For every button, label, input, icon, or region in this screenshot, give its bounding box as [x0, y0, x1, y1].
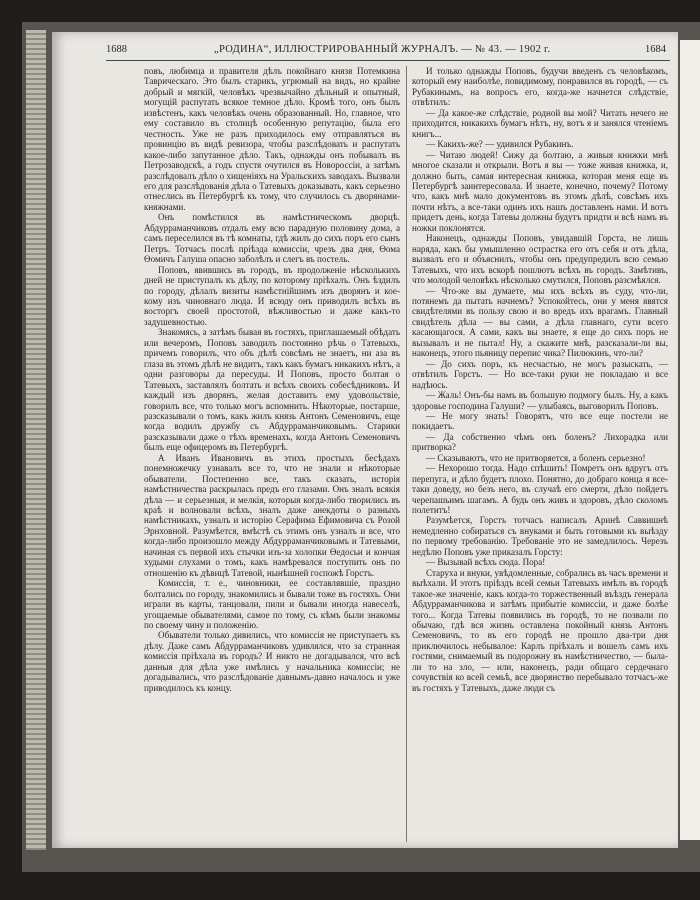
paragraph: — Читаю людей! Сижу да болтаю, а живыя книжки мнѣ многое сказали и открыли. Вотъ я вы — тоже живая книжка, и, должно быть, самая интересная книжка, которая меня еще въ Петербургѣ заинтересовала. И знаете, конечно, почему? Потому что, какъ мнѣ мало документовъ въ этомъ дѣлѣ, совсѣмъ ихъ почти нѣтъ, а все-таки одинъ ихъ нашъ доставленъ нами. И вотъ придетъ день, когда Татевы должны будутъ придти и всѣ намъ въ ножки поклонятся. [412, 149, 668, 233]
paragraph: Старуха и внуки, увѣдомленные, собрались въ часъ времени и выѣхали. И этотъ пріѣздъ всей семьи Татевыхъ имѣлъ въ городѣ такое-же значеніе, какъ когда-то торжественный въѣздъ генерала Абдурраманчикова и затѣмъ прибытіе комиссіи, и даже болѣе того... Когда Татевы появились въ городѣ, то не позвали по обычаю, гдѣ вся жизнь оставлена покойный князь Антонъ Семеновичъ, то въ его городѣ не прошло два-три дня приключилось небывалое: Карлъ пріѣхалъ и вошелъ самъ ихъ гостями, снимаемый въ подорожну въ намѣстничество, — была-ли то на зло, — или, наконецъ, ради общаго сердечнаго сочувствія ко всей семьѣ, все дворянство перебывало тотчасъ-же въ гостяхъ у Татевыхъ, даже люди съ [412, 567, 668, 693]
paragraph: Разумѣется, Горстъ тотчасъ написалъ Аринѣ Саввишнѣ немедленно собираться съ внуками и быть готовыми къ выѣзду по первому требованію. Требованіе это не замедлилось. Черезъ недѣлю Поповъ уже приказалъ Горсту: [412, 515, 668, 557]
right-text-column [412, 66, 668, 842]
paragraph: — Да какое-же слѣдствіе, родной вы мой? Читать нечего не приходится, никакихъ бумагъ нѣтъ, ну, вотъ я и занялся чтеніемъ книгъ... [412, 107, 668, 139]
paragraph: — Какихъ-же? — удивился Рубакинъ. [426, 139, 574, 150]
paragraph: — Сказываютъ, что не притворяется, а боленъ серьезно! [426, 452, 646, 463]
journal-title: „РОДИНА“, ИЛЛЮСТРИРОВАННЫЙ ЖУРНАЛЪ. [214, 44, 459, 55]
paragraph: Обыватели только дивились, что комиссія не приступаетъ къ дѣлу. Даже самъ Абдурраманчиковъ удивлялся, что за странная комиссія пріѣхала въ городъ? И никто не догадывался, что всѣ данныя для дѣла уже имѣлись у начальника комиссіи; не догадывались, что разслѣдованіе давнымъ-давно началось и уже приводилось къ концу. [144, 630, 400, 693]
paragraph: Наконецъ, однажды Поповъ, увидавшій Горста, не лишь наряда, какъ бы умышленно острастка его отъ себя и отъ дѣла, вызвалъ его и объяснилъ, чтобы онъ предупредилъ всю семью Татевыхъ, что ихъ вскорѣ пошлютъ всѣхъ въ городъ. Замѣтивъ, что молодой человѣкъ нѣсколько смутился, Поповъ разсмѣялся. [412, 233, 668, 286]
paragraph: А Иванъ Ивановичъ въ этихъ простыхъ бесѣдахъ понемножечку узнавалъ все то, что не знали и нѣкоторые обыватели. Постепенно все, такъ сказать, исторія намѣстничества раскрылась предъ его глазами. Онъ зналъ всякія дѣла — и серьезныя, и мелкія, которыя когда-либо творились въ краѣ и волновали всѣхъ, зналъ даже анекдоты о разныхъ намѣстникахъ, узналъ и исторію Серафима Ефимовича съ Розой Эрнховной. Разумѣется, вмѣстѣ съ этимъ онъ узналъ и все, что когда-либо произошло между Абдурраманчиковымъ и Татевыми, начиная съ первой ихъ стычки изъ-за холопки Ѳедосьи и кончая худыми слухами о томъ, какъ намѣревался поступить онъ по отношенію къ дѣвицѣ Татевой, нынѣшней госпожѣ Горстъ. [144, 452, 400, 578]
journal-title-line [214, 44, 550, 55]
paragraph: Онъ помѣстился въ намѣстническомъ дворцѣ. Абдурраманчиковъ отдалъ ему всю парадную половину дома, а самъ переселился въ тѣ комнаты, гдѣ жилъ до сихъ поръ его сынъ Петръ. Тотчасъ послѣ пріѣзда комиссіи, чрезъ два дня, Ѳома Ѳомичъ Галуша опасно заболѣлъ и слегъ въ постель. [144, 212, 400, 265]
paragraph: — Нехорошо тогда. Надо спѣшить! Помретъ онъ вдругъ отъ перепуга, и дѣло будетъ плохо. Понятно, до добраго конца я все-таки доведу, но безъ него, въ случаѣ его смерти, дѣло пойдетъ черепашьимъ шагамъ. А будь онъ живъ и здоровъ, дѣло сколомъ полетитъ! [412, 463, 668, 516]
paragraph: И только однажды Поповъ, будучи введенъ съ человѣкомъ, который ему наиболѣе, повидимому, понравился въ городѣ, — съ Рубакинымъ, на вопросъ его, когда-же начнется слѣдствіе, отвѣтилъ: [412, 66, 668, 108]
column-divider [406, 66, 407, 842]
facing-page-edge [680, 40, 700, 840]
paragraph: — Не могу знать! Говорятъ, что все еще постели не покидаетъ. [412, 410, 668, 432]
paragraph: повъ, любимца и правителя дѣлъ покойнаго князя Потемкина Таврическаго. Это былъ старикъ, угрюмый на видъ, но крайне добрый и мягкій, человѣкъ чрезвычайно дѣльный и опытный, могущій распутать всякое темное дѣло. Кромѣ того, онъ былъ извѣстенъ, какъ человѣкъ очень образованный. Но, главное, что ему составило въ столицѣ особенную репутацію, была его честность. Уже не разъ приходилось ему отправляться въ провинцію въ видѣ ревизора, чтобы разслѣдовать и распутать какое-либо запутанное дѣло. Такъ, однажды онъ побывалъ въ Петрозаводскѣ, а годъ спустя очутился въ Новороссіи, а затѣмъ разслѣдовалъ дѣло о хищеніяхъ на Уральскихъ заводахъ. Вызвали его для разслѣдованія дѣла о Татевыхъ доказывать, какъ серьезно отнеслись въ Петербургѣ къ тому, что случилось съ дворянами-княжнами. [144, 66, 400, 212]
issue-number: — № 43. — 1902 г. [461, 44, 551, 55]
journal-page [52, 32, 678, 848]
paragraph: — Да собственно чѣмъ онъ боленъ? Лихорадка или притворка? [412, 431, 668, 453]
paragraph: — Жаль! Онъ-бы намъ въ большую подмогу былъ. Ну, а какъ здоровье господина Галуши? — улыбаясь, выговорилъ Поповъ. [412, 390, 668, 411]
paragraph: — До сихъ поръ, къ несчастью, не могъ разыскать, — отвѣтилъ Горстъ. — Но все-таки руки не покладаю и все надѣюсь. [412, 358, 668, 390]
paragraph: — Что-же вы думаете, мы ихъ всѣхъ въ суду, что-ли, потянемъ да пытать начнемъ? Успокойтесь, они у меня явятся свидѣтелями въ пользу свою и во вредъ ихъ врагамъ. Главный свидѣтель дѣла — вы сами, а дѣла главнаго, сути всего касающагося. А сами, какъ вы знаете, я еще до сихъ поръ не вызывалъ и не пытал! Ну, а скажите мнѣ, разсказали-ли вы, наконецъ, этого пьяницу перепис чика? Пилюкинъ, что-ли? [412, 285, 668, 359]
left-text-column [144, 66, 400, 842]
running-header [102, 44, 670, 58]
page-number-right: 1684 [645, 44, 666, 55]
book-binding [26, 30, 46, 850]
paragraph: — Вызывай всѣхъ сюда. Пора! [426, 557, 546, 568]
paragraph: Комиссія, т. е., чиновники, ее составлявшіе, праздно болтались по городу, знакомились и бывали тоже въ гостяхъ. Они играли въ карты, танцовали, пили и бывали иногда навеселѣ, угощаемые обывателями, самое по тому, съ кѣмъ были знакомы по своему чину и положенію. [144, 578, 400, 631]
paragraph: Поповъ, явившись въ городъ, въ продолженіе нѣсколькихъ дней не приступалъ къ дѣлу, по которому пріѣхалъ. Онъ ѣздилъ по городу, дѣлалъ визиты намѣстнійшимъ изъ дворянъ и кое-кому изъ чиновнаго люда. И всюду онъ приводилъ всѣхъ въ восторгъ своей простотой, вѣжливостью и даже какъ-то задушевностью. [144, 264, 400, 327]
paragraph: Знакомясь, а затѣмъ бывая въ гостяхъ, приглашаемый обѣдать или вечеромъ, Поповъ заводилъ постоянно рѣчь о Татевыхъ, причемъ говорилъ, что объ дѣлѣ совсѣмъ не знаетъ, ни аза въ глаза въ этомъ дѣлѣ не видитъ, такъ какъ бумагъ никакихъ нѣтъ, а одни разговоры да пересуды. И Поповъ, просто болтая о Татевыхъ, заставлялъ болтать и всѣхъ своихъ собесѣдниковъ. И каждый изъ дворянъ, желая доставить ему удовольствіе, говорилъ все, что только могъ вспомнить. Нѣкоторые, постарше, разсказывали о томъ, какъ жилъ князь Антонъ Семеновичъ, еще когда водилъ дружбу съ Абдурраманчиковымъ. Старики разсказывали даже о тѣхъ временахъ, когда Антонъ Семеновичъ былъ еще офицеромъ въ Петербургѣ. [144, 327, 400, 453]
page-number-left: 1688 [106, 44, 127, 55]
header-rule [106, 60, 670, 61]
